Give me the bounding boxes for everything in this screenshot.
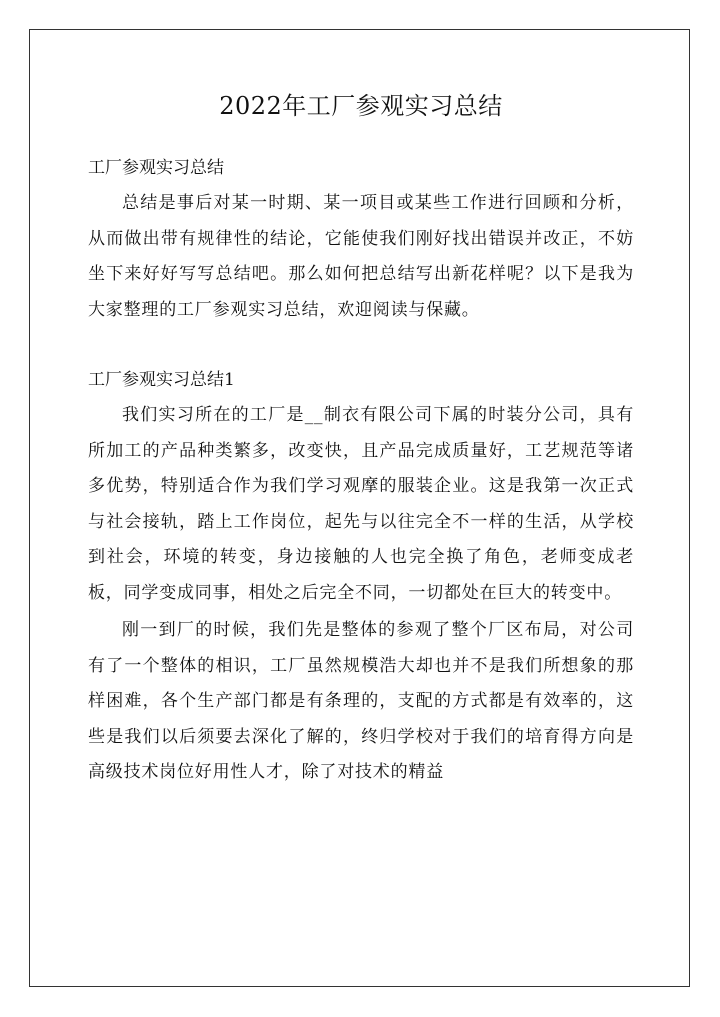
intro-paragraph: 总结是事后对某一时期、某一项目或某些工作进行回顾和分析，从而做出带有规律性的结论，它能使我们刚好找出错误并改正，不妨坐下来好好写写总结吧。那么如何把总结写出新花样呢？以下是我为大家整理的工厂参观实习总结，欢迎阅读与保藏。 bbox=[88, 193, 634, 320]
document-body bbox=[88, 82, 634, 791]
section-1-paragraph-2: 刚一到厂的时候，我们先是整体的参观了整个厂区布局，对公司有了一个整体的相识，工厂虽然规模浩大却也并不是我们所想象的那样困难，各个生产部门都是有条理的，支配的方式都是有效率的，这些是我们以后须要去深化了解的，终归学校对于我们的培育得方向是高级技术岗位好用性人才，除了对技术的精益 bbox=[88, 620, 634, 782]
section-heading-intro: 工厂参观实习总结 bbox=[88, 158, 224, 178]
document-title: 2022年工厂参观实习总结 bbox=[219, 92, 503, 120]
section-heading-1: 工厂参观实习总结1 bbox=[88, 370, 235, 390]
section-1-paragraph-1: 我们实习所在的工厂是__制衣有限公司下属的时装分公司，具有所加工的产品种类繁多，改变快，且产品完成质量好，工艺规范等诸多优势，特别适合作为我们学习观摩的服装企业。这是我第一次正式与社会接轨，踏上工作岗位，起先与以往完全不一样的生活，从学校到社会，环境的转变，身边接触的人也完全换了角色，老师变成老板，同学变成同事，相处之后完全不同，一切都处在巨大的转变中。 bbox=[88, 405, 634, 603]
